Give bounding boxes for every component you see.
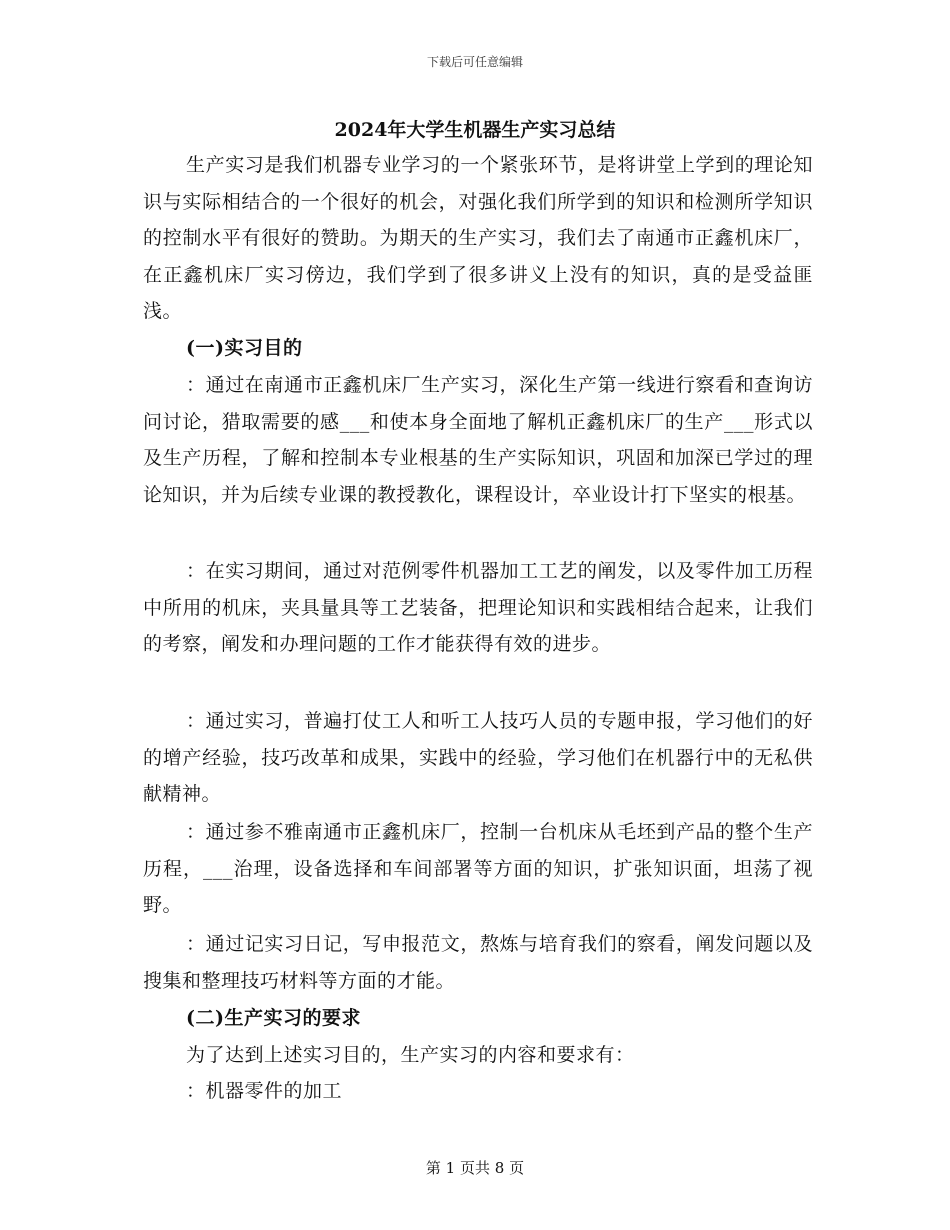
purpose-item-2: ：在实习期间，通过对范例零件机器加工工艺的阐发，以及零件加工历程中所用的机床，夹具量具等工艺装备，把理论知识和实践相结合起来，让我们的考察，阐发和办理问题的工作才能获得有效的进步。 (143, 560, 813, 655)
intro-paragraph-block (143, 147, 813, 330)
requirement-item-1: ：机器零件的加工 (186, 1080, 343, 1102)
purpose-item-5: ：通过记实习日记，写申报范文，熬炼与培育我们的察看，阐发问题以及搜集和整理技巧材料等方面的才能。 (143, 933, 813, 992)
purpose-item-1-block (143, 367, 813, 513)
section-heading-purpose: (一)实习目的 (186, 337, 303, 359)
document-title: 2024年大学生机器生产实习总结 (334, 119, 616, 141)
section-2-heading-block (143, 1000, 813, 1037)
requirements-intro: 为了达到上述实习目的，生产实习的内容和要求有： (186, 1044, 635, 1066)
page-footer: 第 1 页共 8 页 (425, 1159, 525, 1177)
purpose-item-3-block (143, 703, 813, 813)
purpose-item-4-block (143, 814, 813, 924)
section-heading-requirements: (二)生产实习的要求 (186, 1007, 361, 1029)
section-1-heading-block (143, 330, 813, 367)
intro-paragraph: 生产实习是我们机器专业学习的一个紧张环节，是将讲堂上学到的理论知识与实际相结合的一个很好的机会，对强化我们所学到的知识和检测所学知识的控制水平有很好的赞助。为期天的生产实习，我们去了南通市正鑫机床厂，在正鑫机床厂实习傍边，我们学到了很多讲义上没有的知识，真的是受益匪浅。 (143, 154, 813, 322)
page-header: 下载后可任意编辑 (426, 55, 523, 69)
purpose-item-3: ：通过实习，普遍打仗工人和听工人技巧人员的专题申报，学习他们的好的增产经验，技巧改革和成果，实践中的经验，学习他们在机器行中的无私供献精神。 (143, 710, 813, 805)
purpose-item-4: ：通过参不雅南通市正鑫机床厂，控制一台机床从毛坯到产品的整个生产历程，___治理，设备选择和车间部署等方面的知识，扩张知识面，坦荡了视野。 (143, 821, 813, 916)
purpose-item-5-block (143, 926, 813, 999)
requirements-intro-block (143, 1037, 813, 1074)
purpose-item-2-block (143, 553, 813, 663)
purpose-item-1: ：通过在南通市正鑫机床厂生产实习，深化生产第一线进行察看和查询访问讨论，猎取需要的感___和使本身全面地了解机正鑫机床厂的生产___形式以及生产历程，了解和控制本专业根基的生产实际知识，巩固和加深已学过的理论知识，并为后续专业课的教授教化，课程设计，卒业设计打下坚实的根基。 (143, 374, 813, 506)
requirement-item-1-block (143, 1073, 813, 1110)
